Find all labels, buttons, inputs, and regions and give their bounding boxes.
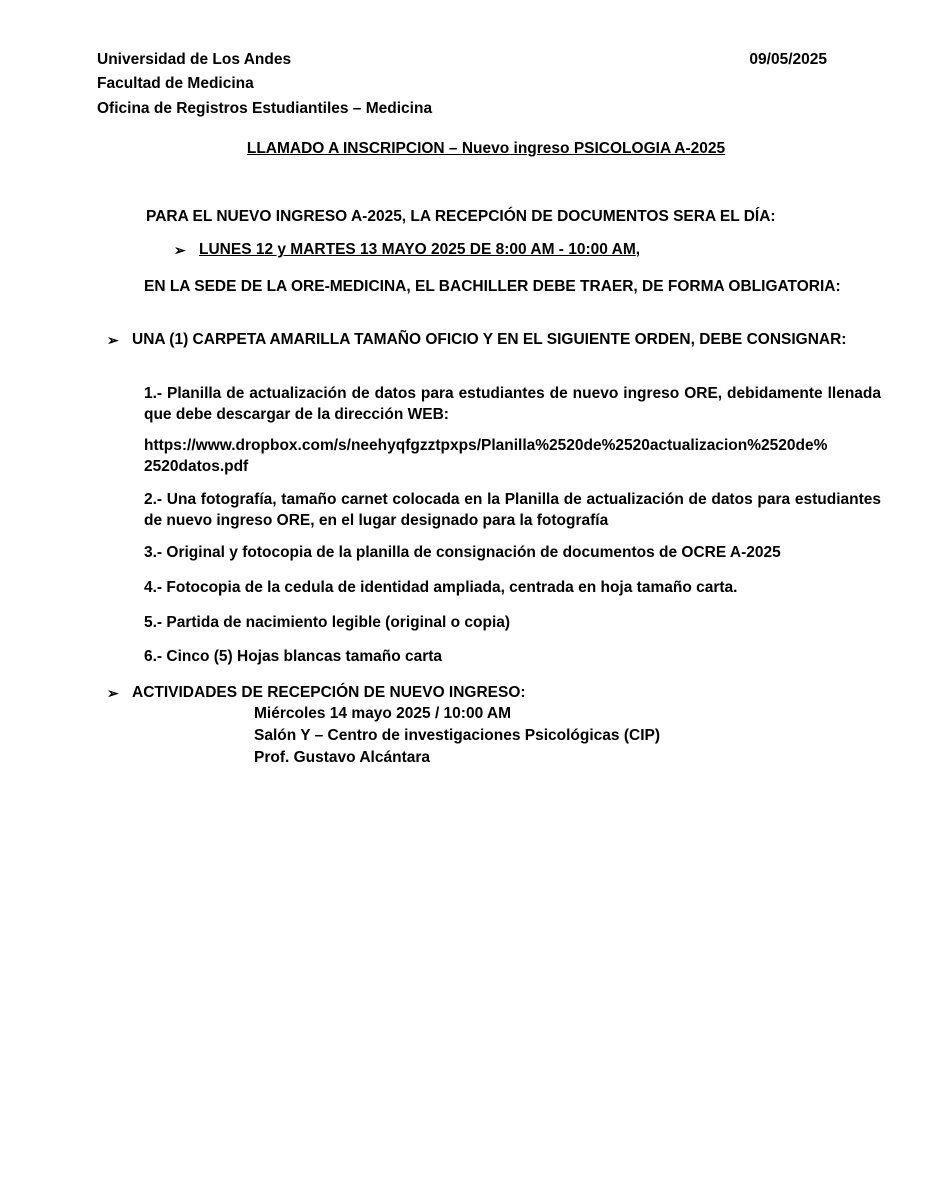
office-name: Oficina de Registros Estudiantiles – Medicina — [97, 100, 433, 117]
requirement-intro: EN LA SEDE DE LA ORE-MEDICINA, EL BACHILLER DEBE TRAER, DE FORMA OBLIGATORIA: — [144, 278, 841, 295]
activities-heading: ACTIVIDADES DE RECEPCIÓN DE NUEVO INGRESO: — [132, 684, 526, 701]
list-item-4: 4.- Fotocopia de la cedula de identidad ampliada, centrada en hoja tamaño carta. — [144, 579, 738, 596]
url-line-2: 2520datos.pdf — [144, 458, 249, 475]
activities-when: Miércoles 14 mayo 2025 / 10:00 AM — [254, 705, 512, 722]
list-item-1: 1.- Planilla de actualización de datos para estudiantes de nuevo ingreso ORE, debidamente llenada que debe descargar de la dirección WEB: — [144, 385, 881, 423]
folder-instruction: UNA (1) CARPETA AMARILLA TAMAÑO OFICIO Y EN EL SIGUIENTE ORDEN, DEBE CONSIGNAR: — [132, 331, 847, 348]
activities-where: Salón Y – Centro de investigaciones Psicológicas (CIP) — [254, 727, 660, 744]
university-name: Universidad de Los Andes — [97, 51, 292, 68]
list-item-6: 6.- Cinco (5) Hojas blancas tamaño carta — [144, 648, 443, 665]
list-item-5: 5.- Partida de nacimiento legible (original o copia) — [144, 614, 511, 631]
list-item-3: 3.- Original y fotocopia de la planilla de consignación de documentos de OCRE A-2025 — [144, 544, 781, 561]
arrow-bullet-icon: ➢ — [107, 685, 119, 701]
url-line-1: https://www.dropbox.com/s/neehyqfgzztpxps/Planilla%2520de%2520actualizacion%2520de% — [144, 437, 828, 454]
page-title: LLAMADO A INSCRIPCION – Nuevo ingreso PSICOLOGIA A-2025 — [246, 140, 726, 157]
document-date: 09/05/2025 — [749, 51, 827, 68]
schedule-line — [199, 239, 640, 260]
download-url — [144, 435, 881, 477]
arrow-bullet-icon: ➢ — [107, 332, 119, 348]
activities-who: Prof. Gustavo Alcántara — [254, 749, 431, 766]
intro-text: PARA EL NUEVO INGRESO A-2025, LA RECEPCIÓN DE DOCUMENTOS SERA EL DÍA: — [146, 208, 776, 225]
schedule-comma: , — [635, 241, 641, 258]
arrow-bullet-icon: ➢ — [174, 242, 186, 258]
faculty-name: Facultad de Medicina — [97, 75, 254, 92]
list-item-2: 2.- Una fotografía, tamaño carnet colocada en la Planilla de actualización de datos para estudiantes de nuevo ingreso ORE, en el lugar designado para la fotografía — [144, 491, 881, 529]
schedule-text: LUNES 12 y MARTES 13 MAYO 2025 DE 8:00 AM - 10:00 AM — [199, 241, 636, 258]
